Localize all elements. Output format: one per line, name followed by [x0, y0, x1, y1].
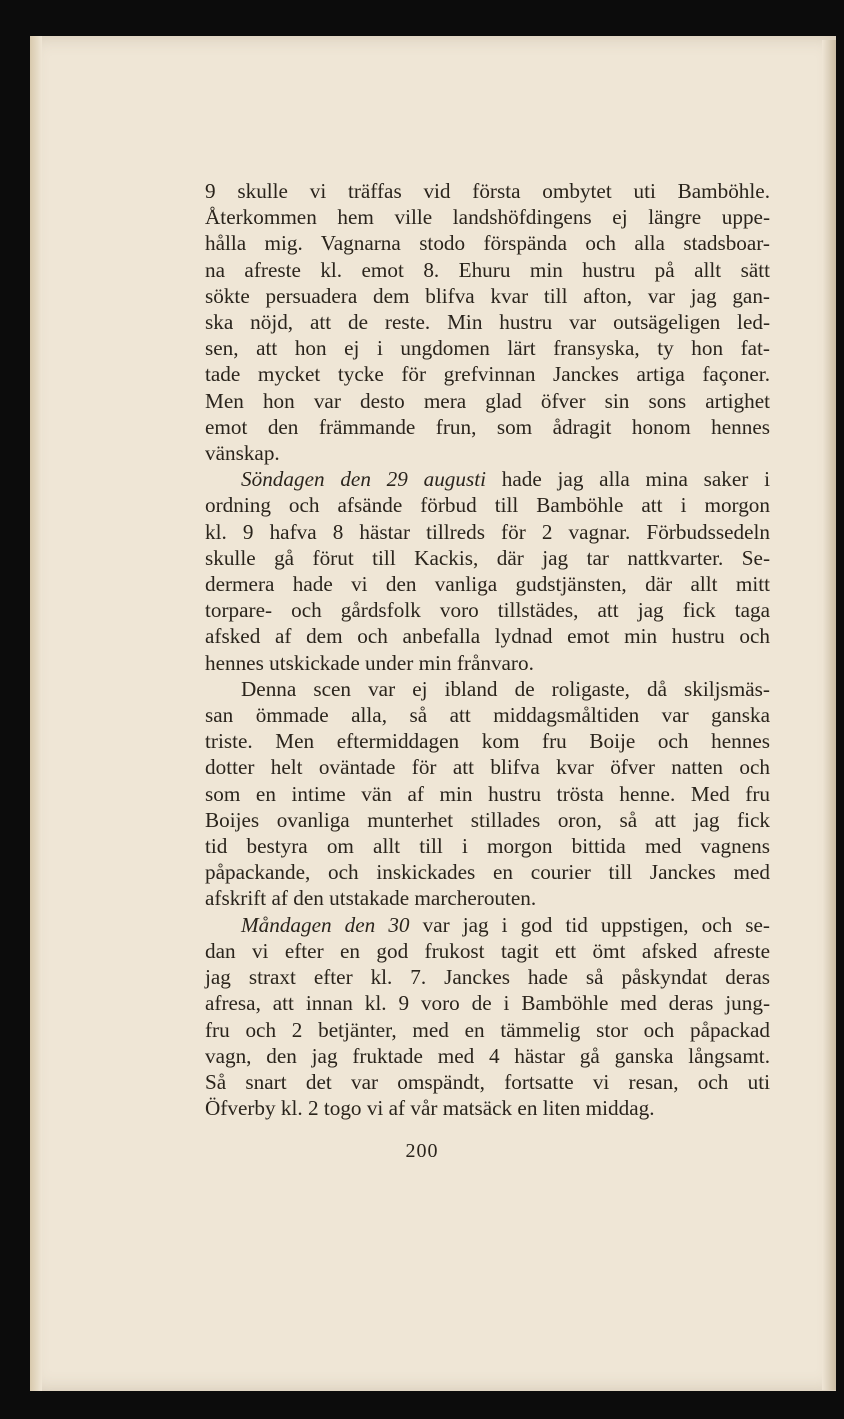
- text-line: Denna scen var ej ibland de roligaste, då skiljsmäs-: [241, 676, 770, 701]
- text-line: afsked af dem och anbefalla lydnad emot min hustru och: [205, 624, 770, 649]
- text-line: fru och 2 betjänter, med en tämmelig stor och påpackad: [205, 1017, 770, 1042]
- page-number: 200: [405, 1140, 439, 1162]
- text-line: kl. 9 hafva 8 hästar tillreds för 2 vagnar. Förbudssedeln: [205, 519, 770, 544]
- text-line: hennes utskickade under min frånvaro.: [205, 650, 534, 675]
- text-line: 9 skulle vi träffas vid första ombytet uti Bamböhle.: [205, 179, 770, 203]
- text-line: Men hon var desto mera glad öfver sin sons artighet: [205, 388, 770, 413]
- text-line: jag straxt efter kl. 7. Janckes hade så påskyndat deras: [205, 965, 770, 990]
- text-line: emot den främmande frun, som ådragit honom hennes: [205, 414, 770, 439]
- text-line: sen, att hon ej i ungdomen lärt fransyska, ty hon fat-: [205, 336, 770, 361]
- date-heading: Måndagen den 30: [241, 912, 410, 937]
- page-gutter-edge: [30, 36, 42, 1391]
- paragraph-3: [205, 676, 770, 912]
- paragraph-4: [205, 912, 770, 1122]
- text-line: triste. Men eftermiddagen kom fru Boije och hennes: [205, 729, 770, 754]
- text-line: Så snart det var omspändt, fortsatte vi resan, och uti: [205, 1069, 770, 1094]
- text-line: san ömmade alla, så att middagsmåltiden var ganska: [205, 703, 770, 728]
- text-line: dermera hade vi den vanliga gudstjänsten, där allt mitt: [205, 572, 770, 597]
- text-line: vagn, den jag fruktade med 4 hästar gå ganska långsamt.: [205, 1043, 770, 1068]
- text-line: Söndagen den 29 augusti hade jag alla mina saker i: [241, 467, 770, 492]
- text-line: hålla mig. Vagnarna stodo förspända och alla stadsboar-: [205, 231, 770, 256]
- text-line: Återkommen hem ville landshöfdingens ej längre uppe-: [205, 205, 770, 230]
- text-line: afresa, att innan kl. 9 voro de i Bamböhle med deras jung-: [205, 991, 770, 1016]
- text-line: torpare- och gårdsfolk voro tillstädes, att jag fick taga: [205, 598, 770, 623]
- paragraph-1: [205, 178, 770, 466]
- text-line: som en intime vän af min hustru trösta henne. Med fru: [205, 781, 770, 806]
- text-line: tade mycket tycke för grefvinnan Janckes artiga façoner.: [205, 362, 770, 387]
- text-line: Måndagen den 30 var jag i god tid uppstigen, och se-: [241, 912, 770, 937]
- text-line: Öfverby kl. 2 togo vi af vår matsäck en liten middag.: [205, 1096, 655, 1121]
- text-line: tid bestyra om allt till i morgon bittida med vagnens: [205, 834, 770, 859]
- text-line: sökte persuadera dem blifva kvar till afton, var jag gan-: [205, 283, 770, 308]
- text-line: afskrift af den utstakade marcherouten.: [205, 886, 537, 911]
- paragraph-2: [205, 466, 770, 676]
- text-line: påpackande, och inskickades en courier till Janckes med: [205, 860, 770, 885]
- page-fore-edge: [822, 40, 836, 1390]
- text-line: dotter helt oväntade för att blifva kvar öfver natten och: [205, 755, 770, 780]
- text-line: dan vi efter en god frukost tagit ett ömt afsked afreste: [205, 938, 770, 963]
- date-heading: Söndagen den 29 augusti: [241, 467, 487, 492]
- text-line: skulle gå förut till Kackis, där jag tar nattkvarter. Se-: [205, 545, 770, 570]
- text-line: ordning och afsände förbud till Bamböhle att i morgon: [205, 493, 770, 518]
- text-line: Boijes ovanliga munterhet stillades oron, så att jag fick: [205, 807, 770, 832]
- text-line: na afreste kl. emot 8. Ehuru min hustru på allt sätt: [205, 257, 770, 282]
- text-line: ska nöjd, att de reste. Min hustru var outsägeligen led-: [205, 310, 770, 335]
- text-line: vänskap.: [205, 441, 280, 466]
- body-text: [205, 178, 770, 1121]
